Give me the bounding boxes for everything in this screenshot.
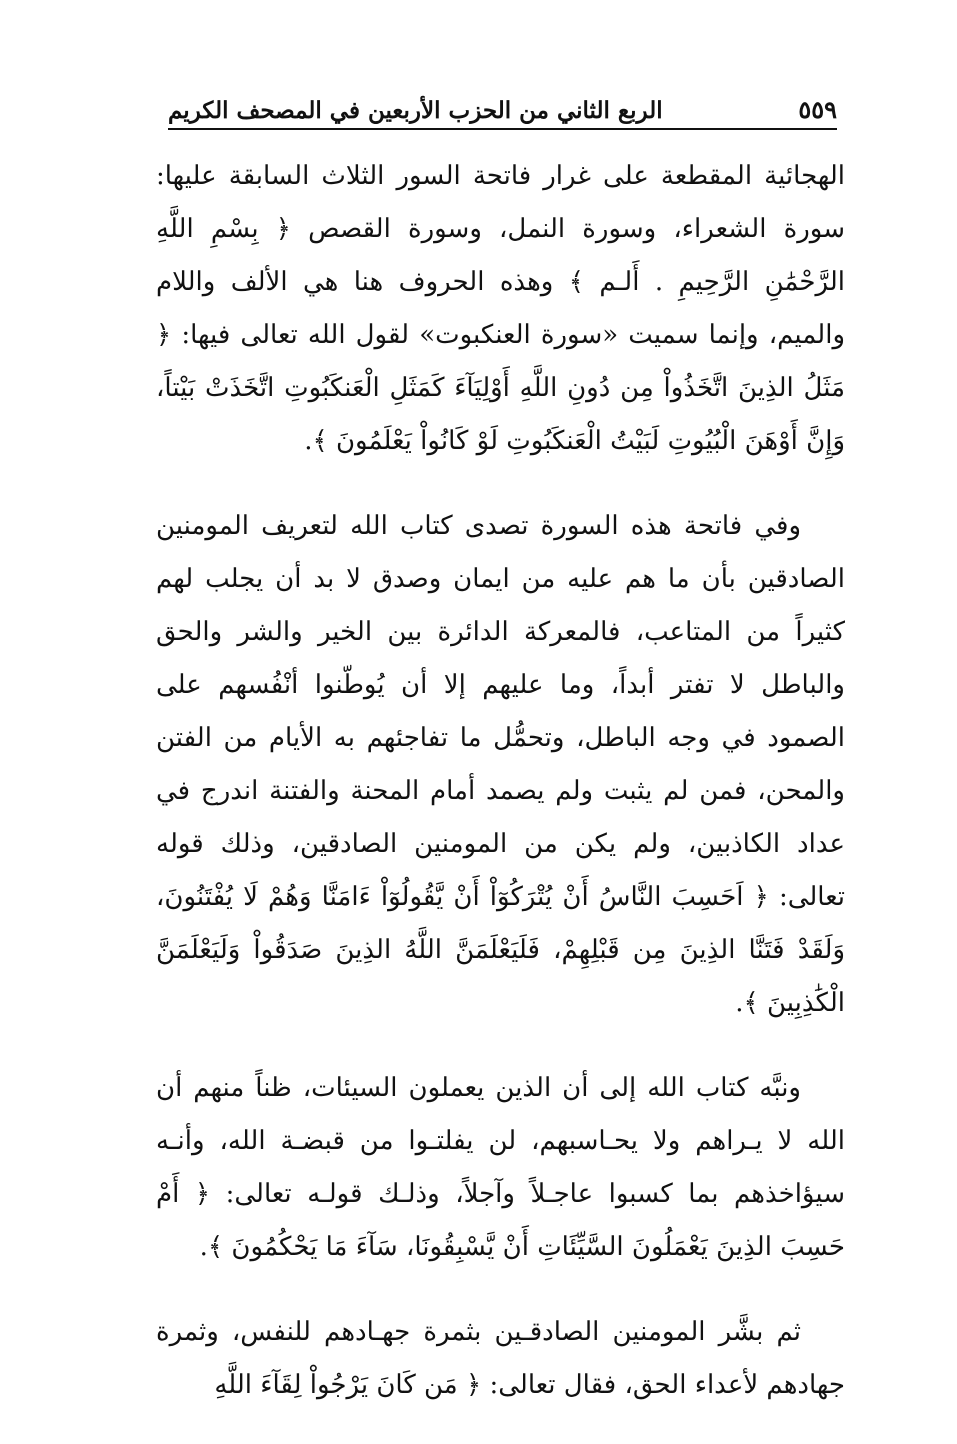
paragraph-1: الهجائية المقطعة على غرار فاتحة السور الثلاث السابقة عليها: سورة الشعراء، وسورة النمل، وسورة القصص ﴿ بِسْمِ اللَّهِ الرَّحْمَٰنِ الرَّحِيمِ . أَلـم ﴾ وهذه الحروف هنا هي الألف واللام والميم، وإنما سميت «سورة العنكبوت» لقول الله تعالى فيها: ﴿ مَثَلُ الذِينَ اتَّخَذُواْ مِن دُونِ اللَّهِ أَوْلِيَآءَ كَمَثَلِ الْعَنكَبُوتِ اتَّخَذَتْ بَيْتاً، وَإِنَّ أَوْهَنَ الْبُيُوتِ لَبَيْتُ الْعَنكَبُوتِ لَوْ كَانُواْ يَعْلَمُونَ ﴾. <box>156 161 845 456</box>
paragraph-3: ونبَّه كتاب الله إلى أن الذين يعملون السيئات، ظناً منهم أن الله لا يـراهم ولا يحـاسبهم، لن يفلتـوا من قبضـة الله، وأنـه سيؤاخذهم بما كسبوا عاجـلاً وآجلاً، وذلـك قولـه تعالى: ﴿ أَمْ حَسِبَ الذِينَ يَعْمَلُونَ السَّيِّئَاتِ أَنْ يَّسْبِقُونَا، سَآءَ مَا يَحْكُمُونَ ﴾. <box>156 1073 845 1262</box>
page-body <box>156 150 845 1444</box>
paragraph-2: وفي فاتحة هذه السورة تصدى كتاب الله لتعريف المومنين الصادقين بأن ما هم عليه من ايمان وصدق لا بد أن يجلب لهم كثيراً من المتاعب، فالمعركة الدائرة بين الخير والشر والحق والباطل لا تفتر أبداً، وما عليهم إلا أن يُوطّنوا أنْفُسهم على الصمود في وجه الباطل، وتحمُّل ما تفاجئهم به الأيام من الفتن والمحن، فمن لم يثبت ولم يصمد أمام المحنة والفتنة اندرج في عداد الكاذبين، ولم يكن من المومنين الصادقين، وذلك قوله تعالى: ﴿ اَحَسِبَ النَّاسُ أَنْ يُتْرَكُوٓاْ أَنْ يَّقُولُوٓاْ ءَامَنَّا وَهُمْ لَا يُفْتَنُونَ، وَلَقَدْ فَتَنَّا الذِينَ مِن قَبْلِهِمْ، فَلَيَعْلَمَنَّ اللَّهُ الذِينَ صَدَقُواْ وَلَيَعْلَمَنَّ الْكَٰذِبِينَ ﴾. <box>156 511 845 1018</box>
header-title: الربع الثاني من الحزب الأربعين في المصحف الكريم <box>168 97 663 124</box>
page-number: ٥٥٩ <box>798 95 837 124</box>
running-header <box>168 84 837 130</box>
paragraph-4: ثم بشَّر المومنين الصادقـين بثمرة جهـادهم للنفس، وثمرة جهادهم لأعداء الحق، فقال تعالى: ﴿ مَن كَانَ يَرْجُواْ لِقَآءَ اللَّهِ <box>156 1317 845 1400</box>
